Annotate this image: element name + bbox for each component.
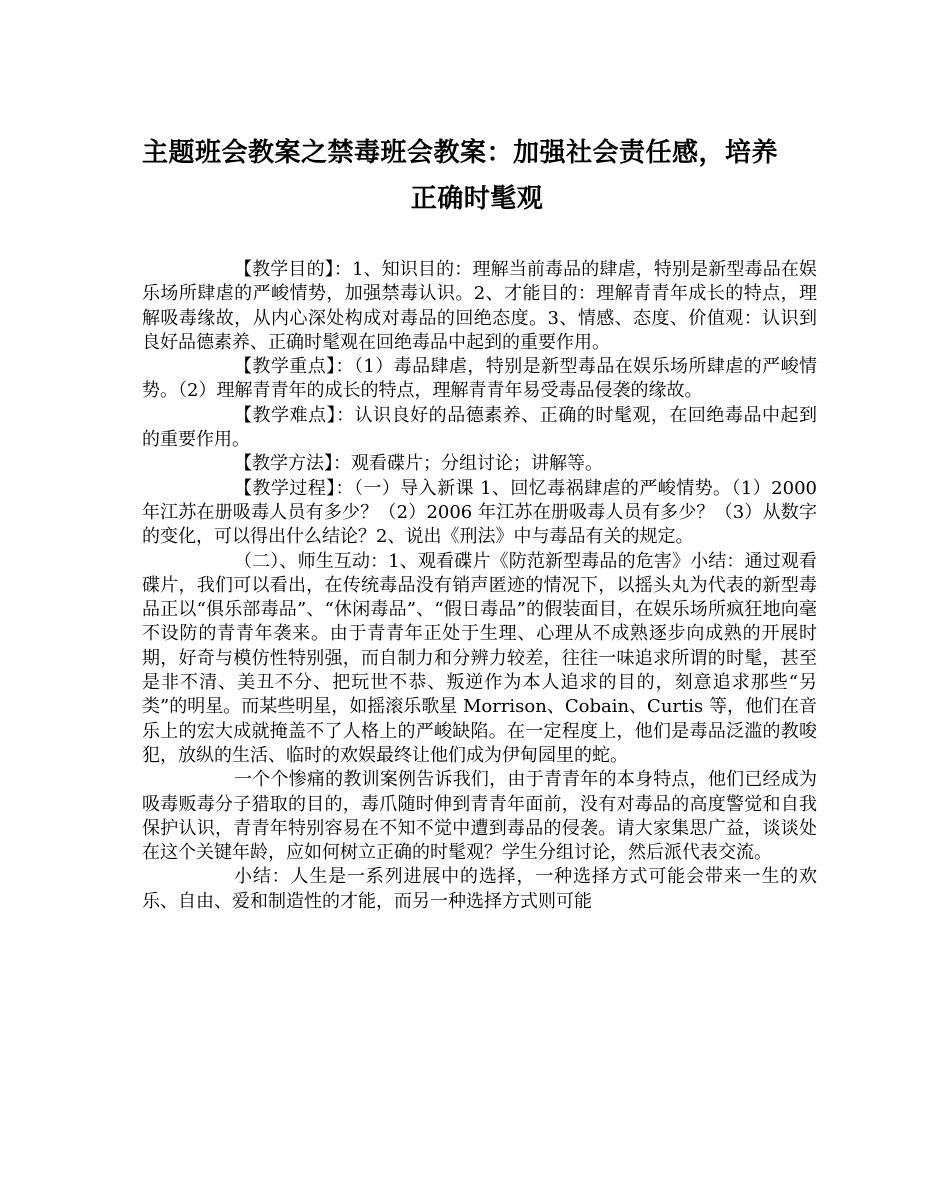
title-line-1: 主题班会教案之禁毒班会教案：加强社会责任感，培养 [142,138,779,168]
document-body [142,258,817,914]
title-line-2: 正确时髦观 [410,184,544,214]
document-title [142,130,812,222]
paragraph-teaching-method: 【教学方法】：观看碟片；分组讨论；讲解等。 [234,453,603,475]
paragraph-summary: 小结：人生是一系列进展中的选择，一种选择方式可能会带来一生的欢乐、自由、爱和制造性的才能，而另一种选择方式则可能 [142,866,817,912]
paragraph-interaction: （二）、师生互动：1、观看碟片《防范新型毒品的危害》小结：通过观看碟片，我们可以看出，在传统毒品没有销声匿迹的情况下，以摇头丸为代表的新型毒品正以“俱乐部毒品”、“休闲毒品”、“假日毒品”的假装面目，在娱乐场所疯狂地向毫不设防的青青年袭来。由于青青年正处于生理、心理从不成熟逐步向成熟的开展时期，好奇与模仿性特别强，而自制力和分辨力较差，往往一味追求所谓的时髦，甚至是非不清、美丑不分、把玩世不恭、叛逆作为本人追求的目的，刻意追求那些“另类”的明星。而某些明星，如摇滚乐歌星 Morrison、Cobain、Curtis 等，他们在音乐上的宏大成就掩盖不了人格上的严峻缺陷。在一定程度上，他们是毒品泛滥的教唆犯，放纵的生活、临时的欢娱最终让他们成为伊甸园里的蛇。 [142,550,817,766]
paragraph-lessons: 一个个惨痛的教训案例告诉我们，由于青青年的本身特点，他们已经成为吸毒贩毒分子猎取的目的，毒爪随时伸到青青年面前，没有对毒品的高度警觉和自我保护认识，青青年特别容易在不知不觉中遭到毒品的侵袭。请大家集思广益，谈谈处在这个关键年龄，应如何树立正确的时髦观？学生分组讨论，然后派代表交流。 [142,769,817,864]
paragraph-teaching-process: 【教学过程】：（一）导入新课 1、回忆毒祸肆虐的严峻情势。（1）2000 年江苏在册吸毒人员有多少？（2）2006 年江苏在册吸毒人员有多少？（3）从数字的变化，可以得出什么结论？2、说出《刑法》中与毒品有关的规定。 [142,477,817,548]
paragraph-teaching-focus: 【教学重点】：（1）毒品肆虐，特别是新型毒品在娱乐场所肆虐的严峻情势。（2）理解青青年的成长的特点，理解青青年易受毒品侵袭的缘故。 [142,356,817,402]
paragraph-teaching-difficulty: 【教学难点】：认识良好的品德素养、正确的时髦观，在回绝毒品中起到的重要作用。 [142,404,817,451]
paragraph-teaching-goals: 【教学目的】：1、知识目的：理解当前毒品的肆虐，特别是新型毒品在娱乐场所肆虐的严峻情势，加强禁毒认识。2、才能目的：理解青青年成长的特点，理解吸毒缘故，从内心深处构成对毒品的回绝态度。3、情感、态度、价值观：认识到良好品德素养、正确时髦观在回绝毒品中起到的重要作用。 [142,259,817,353]
